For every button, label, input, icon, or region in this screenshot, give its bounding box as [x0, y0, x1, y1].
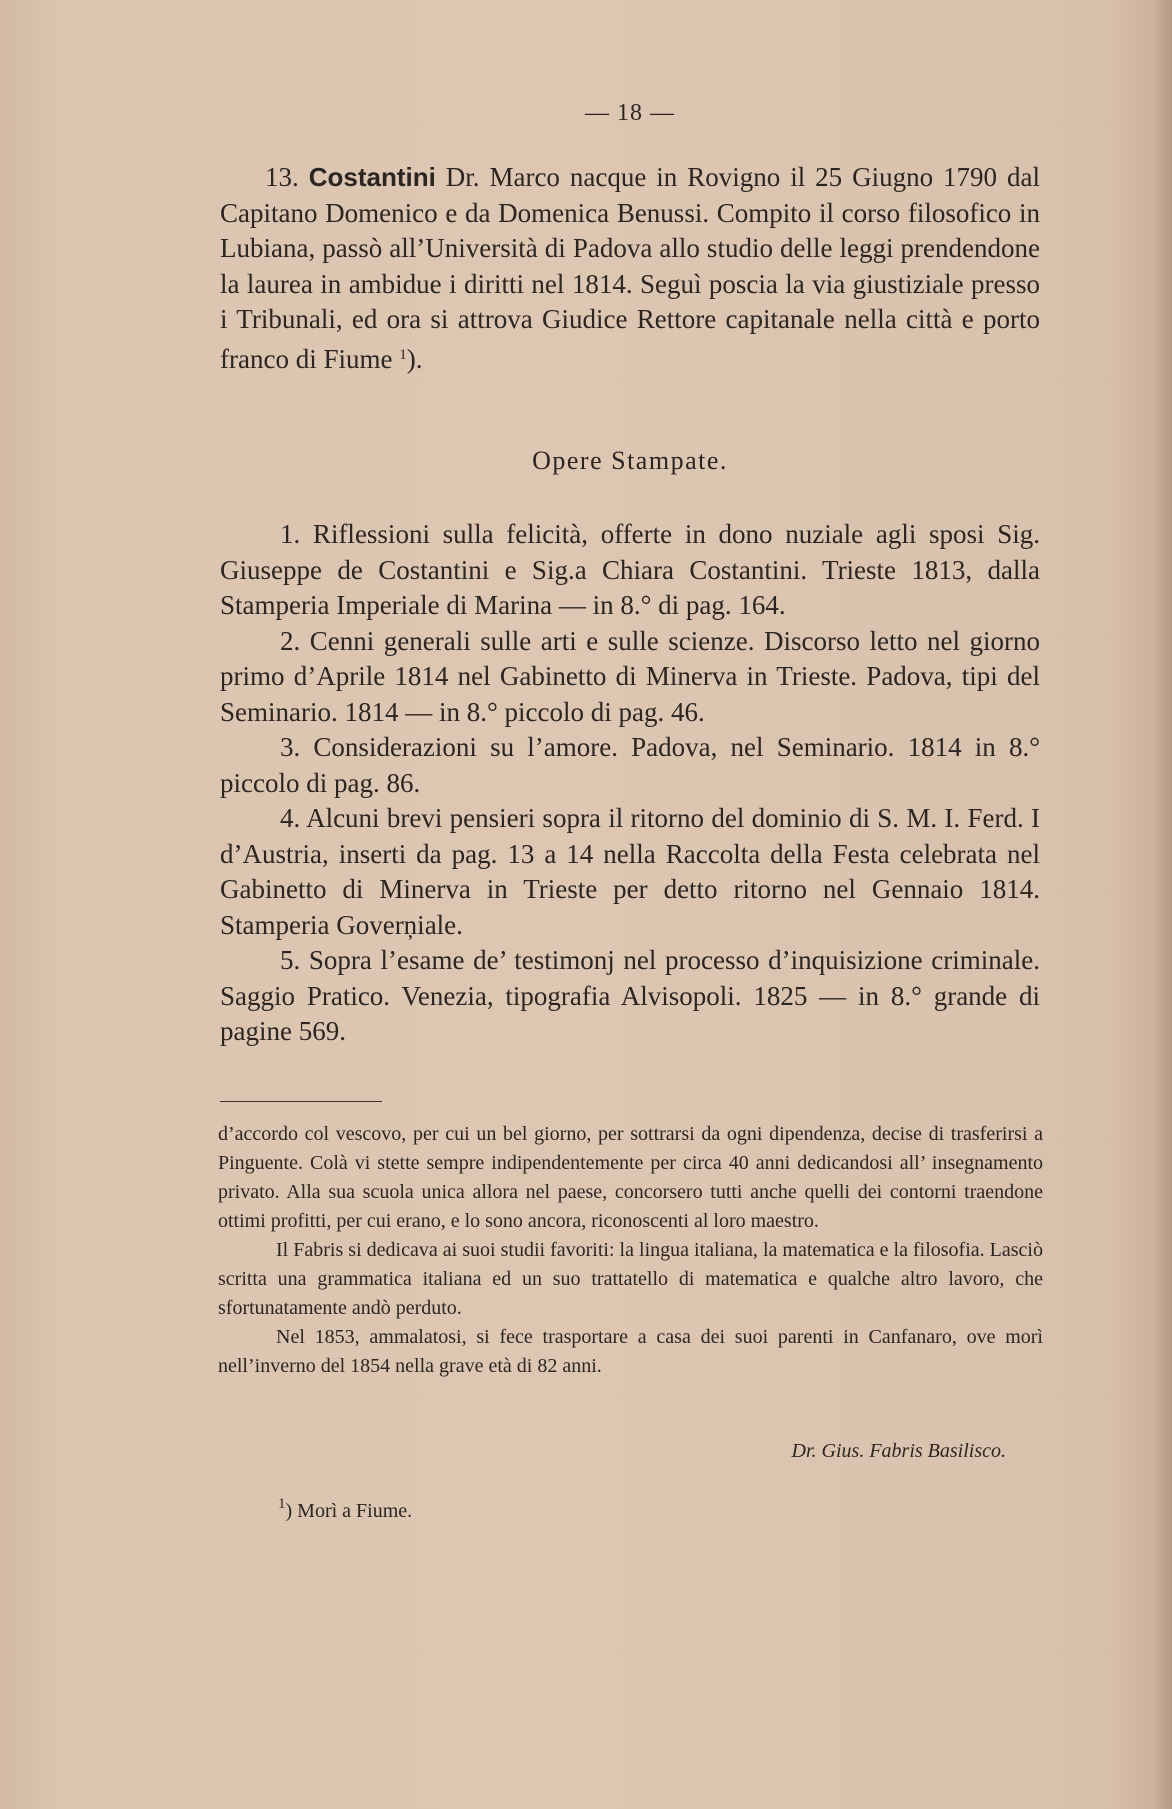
author-signature: Dr. Gius. Fabris Basilisco. — [791, 1440, 1006, 1462]
footnote-marker: 1 — [278, 1496, 286, 1512]
entry-number: 13. — [265, 162, 299, 192]
work-item: 5. Sopra l’esame de’ testimonj nel processo d’inquisizione criminale. Saggio Pratico. Venezia, tipografia Alvisopoli. 1825 — in 8.° grande di pagine 569. — [220, 945, 1040, 1046]
work-item: 2. Cenni generali sulle arti e sulle scienze. Discorso letto nel giorno primo d’Aprile 1814 nel Gabinetto di Minerva in Trieste. Padova, tipi del Seminario. 1814 — in 8.° piccolo di pag. 46. — [220, 625, 1040, 727]
biography-entry — [220, 160, 1040, 377]
biography-closing: ). — [406, 343, 423, 374]
footnote-paragraph: Il Fabris si dedicava ai suoi studii favoriti: la lingua italiana, la matematica e la filosofia. Lasciò scritta una grammatica italiana ed un suo trattatello di matematica e qualche altro lavoro, che sfortunatamente andò perduto. — [218, 1239, 1043, 1319]
biography-text: Dr. Marco nacque in Rovigno il 25 Giugno 1790 dal Capitano Domenico e da Domenica Benussi. Compito il corso filosofico in Lubiana, passò all’Università di Padova allo studio delle leggi prendendone la laurea in ambidue i diritti nel 1814. Seguì poscia la via giustiziale presso i Tribunali, ed ora si attrova Giudice Rettore capitanale nella città e porto franco di Fiume — [220, 162, 1040, 374]
footnote-text: ) Morì a Fiume. — [285, 1500, 413, 1522]
person-name: Costantini — [308, 162, 436, 192]
footnote-paragraph: d’accordo col vescovo, per cui un bel giorno, per sottrarsi da ogni dipendenza, decise di trasferirsi a Pinguente. Colà vi stette sempre indipendentemente per circa 40 anni dedicandosi all’ insegnamento privato. Alla sua scuola unica allora nel paese, concorsero tutti anche quelli dei contorni traendone ottimi profitti, per cui erano, e lo sono ancora, riconoscenti al loro maestro. — [218, 1123, 1043, 1232]
footnote-reference: 1 — [399, 346, 407, 363]
section-heading: Opere Stampate. — [532, 446, 728, 475]
page-edge-shadow — [1154, 0, 1172, 1809]
continued-footnote — [218, 1120, 1043, 1381]
work-item: 1. Riflessioni sulla felicità, offerte in dono nuziale agli sposi Sig. Giuseppe de Costantini e Sig.a Chiara Costantini. Trieste 1813, dalla Stamperia Imperiale di Marina — in 8.° di pag. 164. — [220, 519, 1040, 620]
footnote-divider — [220, 1101, 382, 1102]
works-list — [220, 517, 1040, 1050]
biography-paragraph — [220, 160, 1040, 377]
footnote — [278, 1496, 412, 1523]
footnote-paragraph: Nel 1853, ammalatosi, si fece trasportare a casa dei suoi parenti in Canfanaro, ove morì nell’inverno del 1854 nella grave età di 82 anni. — [218, 1326, 1043, 1377]
work-item: 4. Alcuni brevi pensieri sopra il ritorno del dominio di S. M. I. Ferd. I d’Austria, inserti da pag. 13 a 14 nella Raccolta della Festa celebrata nel Gabinetto di Minerva in Trieste per detto ritorno nel Gennaio 1814. Stamperia Goverņiale. — [220, 803, 1040, 940]
work-item: 3. Considerazioni su l’amore. Padova, nel Seminario. 1814 in 8.° piccolo di pag. 86. — [220, 732, 1040, 798]
page-number: — 18 — — [585, 100, 675, 126]
